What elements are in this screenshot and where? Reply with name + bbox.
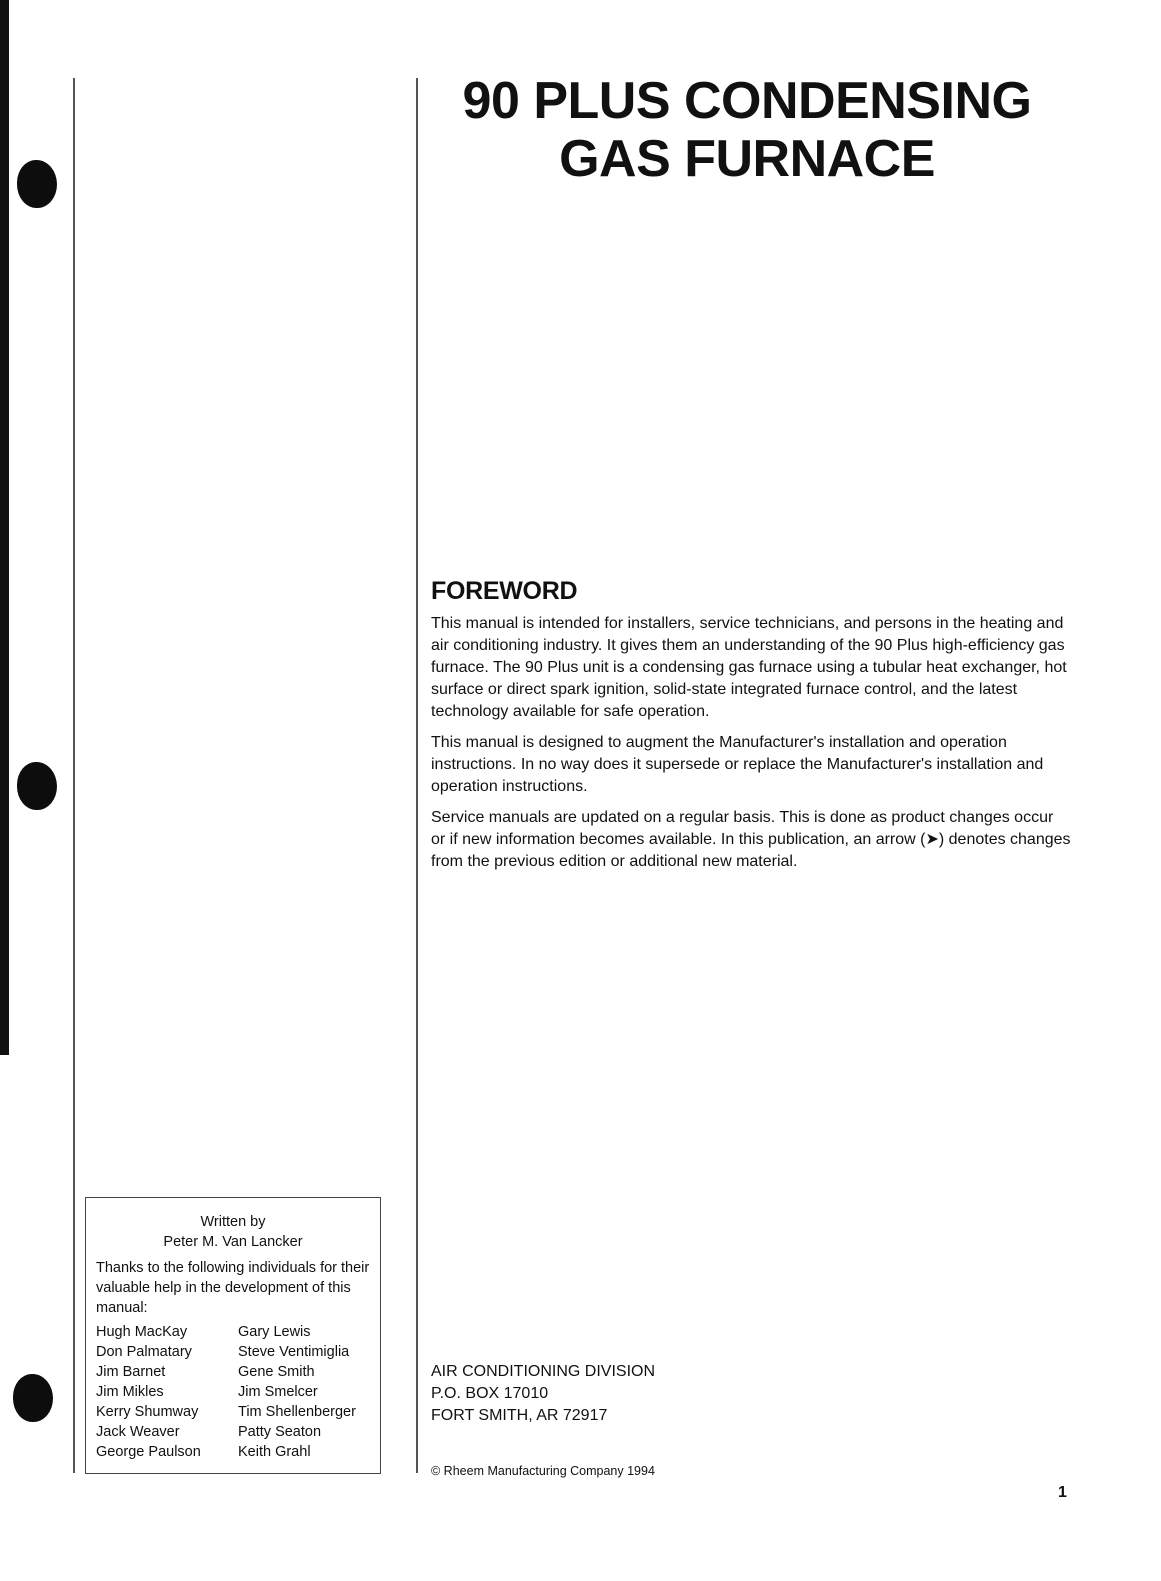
credits-box bbox=[85, 1197, 381, 1474]
contributor-name: Steve Ventimiglia bbox=[238, 1344, 350, 1360]
foreword-paragraph-2: This manual is designed to augment the Manufacturer's installation and operation instructions. In no way does it supersede or replace the Manufacturer's installation and operation instructions. bbox=[431, 734, 1044, 795]
address-line-3: FORT SMITH, AR 72917 bbox=[431, 1407, 608, 1424]
foreword-paragraph-3: Service manuals are updated on a regular basis. This is done as product changes occur or if new information becomes available. In this publication, an arrow (➤) denotes changes from the previous edition or additional new material. bbox=[431, 809, 1071, 870]
author-name: Peter M. Van Lancker bbox=[163, 1234, 303, 1250]
contributor-name: Jack Weaver bbox=[96, 1424, 180, 1440]
contributor-name: Jim Barnet bbox=[96, 1364, 166, 1380]
left-margin-rule bbox=[73, 78, 75, 1473]
column-divider-rule bbox=[416, 78, 418, 1473]
copyright-notice: © Rheem Manufacturing Company 1994 bbox=[431, 1464, 655, 1478]
company-address bbox=[431, 1361, 655, 1427]
punch-hole-bottom bbox=[13, 1374, 53, 1422]
contributor-name: Gary Lewis bbox=[238, 1324, 311, 1340]
contributor-name: Kerry Shumway bbox=[96, 1404, 199, 1420]
contributor-name: Patty Seaton bbox=[238, 1424, 322, 1440]
foreword-paragraph-1: This manual is intended for installers, service technicians, and persons in the heating and air conditioning industry. It gives them an understanding of the 90 Plus high-efficiency gas furnace. The 90 Plus unit is a condensing gas furnace using a tubular heat exchanger, hot surface or direct spark ignition, solid-state integrated furnace control, and the latest technology available for safe operation. bbox=[431, 615, 1067, 720]
title-line-1: 90 PLUS CONDENSING bbox=[462, 72, 1032, 130]
contributor-name: Gene Smith bbox=[238, 1364, 315, 1380]
contributor-name: Tim Shellenberger bbox=[238, 1404, 356, 1420]
thanks-text: Thanks to the following individuals for their valuable help in the development of this manual: bbox=[96, 1260, 370, 1316]
title-line-2: GAS FURNACE bbox=[559, 130, 935, 188]
foreword-section bbox=[431, 575, 1071, 882]
punch-hole-top bbox=[17, 160, 57, 208]
foreword-heading: FOREWORD bbox=[431, 577, 578, 605]
address-line-2: P.O. BOX 17010 bbox=[431, 1385, 549, 1402]
punch-hole-middle bbox=[17, 762, 57, 810]
page-number: 1 bbox=[1058, 1484, 1067, 1501]
document-title bbox=[432, 72, 1062, 188]
written-by-block bbox=[96, 1212, 370, 1252]
contributor-name: Don Palmatary bbox=[96, 1344, 192, 1360]
address-line-1: AIR CONDITIONING DIVISION bbox=[431, 1363, 656, 1380]
written-by-label: Written by bbox=[200, 1214, 266, 1230]
contributor-name: Keith Grahl bbox=[238, 1444, 311, 1460]
contributor-name: George Paulson bbox=[96, 1444, 201, 1460]
contributor-name: Jim Smelcer bbox=[238, 1384, 318, 1400]
contributor-name: Jim Mikles bbox=[96, 1384, 164, 1400]
contributor-list bbox=[96, 1322, 370, 1462]
scan-edge-bar bbox=[0, 0, 9, 1055]
contributor-name: Hugh MacKay bbox=[96, 1324, 188, 1340]
